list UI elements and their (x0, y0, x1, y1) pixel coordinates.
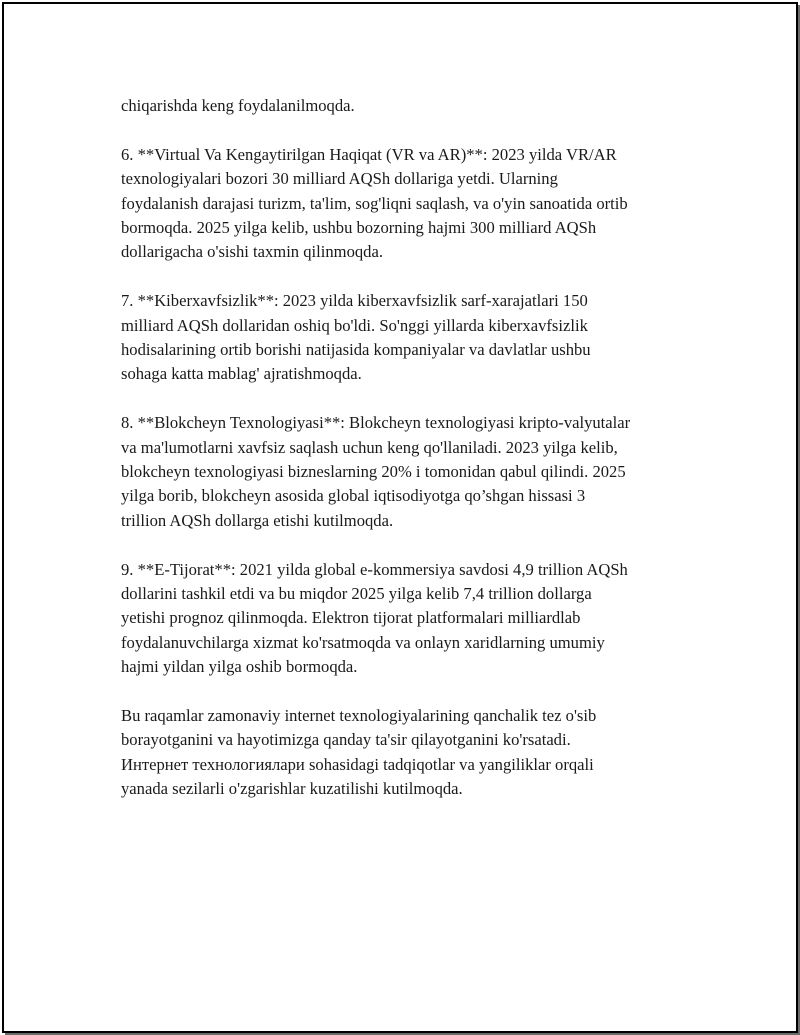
paragraph-cybersecurity: 7. **Kiberxavfsizlik**: 2023 yilda kiberxavfsizlik sarf-xarajatlari 150 milliard AQSh dollaridan oshiq bo'ldi. So'nggi yillarda kiberxavfsizlik hodisalarining ortib borishi natijasida kompaniyalar va davlatlar ushbu sohaga katta mablag' ajratishmoqda. (121, 291, 591, 384)
paragraph-vr-ar: 6. **Virtual Va Kengaytirilgan Haqiqat (VR va AR)**: 2023 yilda VR/AR texnologiyalari bozori 30 milliard AQSh dollariga yetdi. Ularning foydalanish darajasi turizm, ta'lim, sog'liqni saqlash, va o'yin sanoatida ortib bormoqda. 2025 yilga kelib, ushbu bozorning hajmi 300 milliard AQSh dollarigacha o'sishi taxmin qilinmoqda. (121, 144, 628, 262)
paragraph-e-commerce: 9. **E-Tijorat**: 2021 yilda global e-kommersiya savdosi 4,9 trillion AQSh dollarini tashkil etdi va bu miqdor 2025 yilga kelib 7,4 trillion dollarga yetishi prognoz qilinmoqda. Elektron tijorat platformalari milliardlab foydalanuvchilarga xizmat ko'rsatmoqda va onlayn xaridlarning umumiy hajmi yildan yilga oshib bormoqda. (121, 559, 628, 677)
paragraph-blockchain: 8. **Blokcheyn Texnologiyasi**: Blokcheyn texnologiyasi kripto-valyutalar va ma'lumotlarni xavfsiz saqlash uchun keng qo'llaniladi. 2023 yilga kelib, blokcheyn texnologiyasi bizneslarning 20% i tomonidan qabul qilindi. 2025 yilga borib, blokcheyn asosida global iqtisodiyotga qo’shgan hissasi 3 trillion AQSh dollarga etishi kutilmoqda. (121, 413, 631, 530)
paragraph-continuation: chiqarishda keng foydalanilmoqda. (121, 96, 355, 115)
document-page (2, 2, 798, 1033)
document-body (121, 94, 701, 826)
paragraph-conclusion: Bu raqamlar zamonaviy internet texnologiyalarining qanchalik tez o'sib borayotganini va hayotimizga qanday ta'sir qilayotganini ko'rsatadi. Интернет технологиялари sohasidagi tadqiqotlar va yangiliklar orqali yanada sezilarli o'zgarishlar kuzatilishi kutilmoqda. (121, 706, 597, 799)
